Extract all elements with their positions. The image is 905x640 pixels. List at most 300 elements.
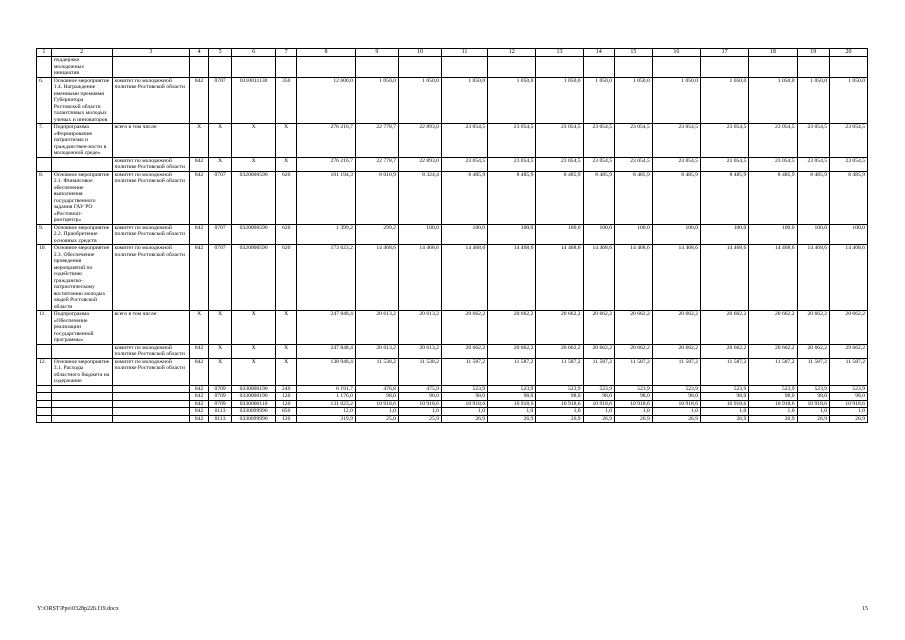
table-cell: 1 050,0	[536, 77, 583, 124]
table-row	[37, 393, 868, 401]
table-cell: 23 054,5	[488, 157, 536, 171]
table-cell: 98,0	[441, 393, 487, 401]
table-cell: Х	[209, 311, 232, 345]
file-path: Y:\ORST\Ppo\0328p226.f19.docx	[37, 606, 119, 612]
table-cell: 101 194,3	[297, 171, 356, 224]
table-cell	[37, 385, 52, 393]
table-cell: Х	[276, 157, 297, 171]
table-cell: 1,0	[797, 408, 830, 416]
table-cell: 523,9	[536, 385, 583, 393]
table-cell: 842	[190, 344, 209, 358]
table-cell: Х	[276, 311, 297, 345]
table-cell	[51, 157, 112, 171]
table-cell: 100,0	[652, 224, 700, 245]
table-cell: 11 538,2	[398, 358, 441, 385]
table-cell	[51, 344, 112, 358]
table-cell: 1,0	[355, 408, 398, 416]
table-cell: 842	[190, 171, 209, 224]
table-cell: 1,0	[701, 408, 749, 416]
table-cell: 8 485,9	[536, 171, 583, 224]
table-cell: 1,0	[398, 408, 441, 416]
table-cell: 11 587,2	[652, 358, 700, 385]
table-cell: 1 050,0	[615, 77, 653, 124]
table-cell: Х	[209, 124, 232, 158]
table-cell: 20 662,2	[701, 311, 749, 345]
table-cell: Х	[232, 311, 276, 345]
table-cell: 10 918,6	[615, 400, 653, 408]
table-cell: 12 600,0	[297, 77, 356, 124]
table-cell: 1 050,0	[398, 77, 441, 124]
table-cell	[112, 400, 190, 408]
table-cell: 842	[190, 245, 209, 311]
table-cell: 523,9	[749, 385, 797, 393]
table-cell: 131 023,2	[297, 400, 356, 408]
table-cell: 20 662,2	[441, 311, 487, 345]
table-cell: 20 613,2	[355, 311, 398, 345]
table-cell: комитет по молодежной политике Ростовской области	[112, 171, 190, 224]
table-cell: Х	[190, 311, 209, 345]
table-cell: 23 054,5	[797, 124, 830, 158]
header-cell: 11	[441, 49, 487, 57]
table-cell: 299,2	[355, 224, 398, 245]
table-cell	[398, 57, 441, 78]
table-cell: 100,0	[797, 224, 830, 245]
table-cell: 475,9	[398, 385, 441, 393]
table-cell: Х	[276, 124, 297, 158]
table-cell	[112, 385, 190, 393]
table-cell: Подпрограмма «Обеспечение реализации государственной программы»	[51, 311, 112, 345]
header-cell: 1	[37, 49, 52, 57]
table-cell: 10 918,6	[398, 400, 441, 408]
table-cell: 10 918,6	[797, 400, 830, 408]
table-cell: 20 662,2	[701, 344, 749, 358]
table-cell: 98,0	[536, 393, 583, 401]
table-cell: 8 485,9	[797, 171, 830, 224]
table-cell: 523,9	[701, 385, 749, 393]
table-cell: 98,0	[797, 393, 830, 401]
table-cell	[37, 57, 52, 78]
table-cell: 1,0	[652, 408, 700, 416]
table-cell: 319,9	[297, 415, 356, 423]
table-cell: 523,9	[488, 385, 536, 393]
table-cell: комитет по молодежной политике Ростовской области	[112, 245, 190, 311]
budget-table	[36, 48, 868, 423]
table-cell: 20 613,2	[398, 344, 441, 358]
table-cell: Х	[232, 344, 276, 358]
table-cell: 0320000590	[232, 245, 276, 311]
table-cell	[37, 415, 52, 423]
table-cell: Х	[232, 124, 276, 158]
table-cell: 1,0	[488, 408, 536, 416]
table-cell: 14 468,6	[749, 245, 797, 311]
table-cell: 14 468,6	[583, 245, 614, 311]
table-cell: 14 468,6	[701, 245, 749, 311]
table-cell: 842	[190, 415, 209, 423]
table-cell: 23 054,5	[652, 157, 700, 171]
table-cell: 842	[190, 77, 209, 124]
table-cell	[37, 157, 52, 171]
table-cell: 100,0	[701, 224, 749, 245]
table-cell: 850	[276, 408, 297, 416]
table-cell: 842	[190, 385, 209, 393]
table-cell: 100,0	[398, 224, 441, 245]
table-cell	[51, 415, 112, 423]
table-cell: 23 054,5	[701, 124, 749, 158]
table-cell: 11 587,2	[797, 358, 830, 385]
table-cell	[797, 57, 830, 78]
table-cell: 0330099990	[232, 408, 276, 416]
table-cell: 6 191,7	[297, 385, 356, 393]
table-cell: 8 485,9	[615, 171, 653, 224]
header-cell: 19	[797, 49, 830, 57]
table-cell	[51, 385, 112, 393]
table-cell: 26,9	[701, 415, 749, 423]
table-cell	[112, 57, 190, 78]
table-cell: 20 662,2	[615, 311, 653, 345]
table-cell: 10 918,6	[830, 400, 868, 408]
table-cell: 476,8	[355, 385, 398, 393]
table-cell: 23 054,5	[441, 124, 487, 158]
table-cell: 98,0	[701, 393, 749, 401]
table-row	[37, 171, 868, 224]
header-cell: 7	[276, 49, 297, 57]
table-cell: Х	[276, 358, 297, 385]
table-cell: 22 893,0	[398, 124, 441, 158]
table-cell: 100,0	[749, 224, 797, 245]
table-cell: 100,0	[441, 224, 487, 245]
table-cell: 8 485,9	[488, 171, 536, 224]
table-cell: 26,9	[536, 415, 583, 423]
table-cell: 20 662,2	[583, 344, 614, 358]
table-row	[37, 385, 868, 393]
table-cell: 0330000110	[232, 400, 276, 408]
table-row	[37, 311, 868, 345]
table-cell	[488, 57, 536, 78]
table-cell: 11 587,2	[615, 358, 653, 385]
table-cell: Х	[190, 124, 209, 158]
table-header-row	[37, 49, 868, 57]
table-row	[37, 157, 868, 171]
table-cell: 14 468,6	[355, 245, 398, 311]
table-cell: 11 587,2	[536, 358, 583, 385]
table-cell: 11 538,2	[355, 358, 398, 385]
table-cell: 14 468,6	[488, 245, 536, 311]
table-cell: 26,9	[652, 415, 700, 423]
table-cell: 7.	[37, 124, 52, 158]
table-cell: 1 050,0	[830, 77, 868, 124]
header-cell: 8	[297, 49, 356, 57]
table-cell: 20 662,2	[830, 311, 868, 345]
table-cell: 0707	[209, 224, 232, 245]
table-cell: 1 176,0	[297, 393, 356, 401]
table-cell	[37, 408, 52, 416]
table-cell: Основное мероприятие 1.4. Награждение именными премиями Губернатора Ростовской области талантливых молодых ученых и инноваторов	[51, 77, 112, 124]
table-cell: 8 010,9	[355, 171, 398, 224]
table-cell: 23 054,5	[830, 157, 868, 171]
table-cell: 1 050,0	[701, 77, 749, 124]
table-cell: 8.	[37, 171, 52, 224]
header-cell: 4	[190, 49, 209, 57]
table-cell: 12,0	[297, 408, 356, 416]
table-cell: 10 918,6	[701, 400, 749, 408]
header-cell: 12	[488, 49, 536, 57]
table-cell: 10 918,6	[488, 400, 536, 408]
table-cell: 23 054,5	[749, 124, 797, 158]
table-cell	[232, 57, 276, 78]
table-cell: 1,0	[749, 408, 797, 416]
table-cell: Х	[232, 358, 276, 385]
table-cell: комитет по молодежной политике Ростовской области	[112, 358, 190, 385]
table-cell: 23 054,5	[701, 157, 749, 171]
table-cell: 1,0	[536, 408, 583, 416]
table-cell: 14 468,6	[652, 245, 700, 311]
table-cell: 240	[276, 385, 297, 393]
table-cell: 842	[190, 157, 209, 171]
table-cell: 14 468,6	[398, 245, 441, 311]
table-cell: 14 468,6	[797, 245, 830, 311]
table-cell: 26,9	[797, 415, 830, 423]
table-cell: 8 485,9	[830, 171, 868, 224]
header-cell: 14	[583, 49, 614, 57]
table-cell: 247 848,4	[297, 344, 356, 358]
table-cell: 22 893,0	[398, 157, 441, 171]
table-cell: 98,0	[749, 393, 797, 401]
table-cell	[112, 415, 190, 423]
table-cell: 26,9	[749, 415, 797, 423]
table-cell: 1 050,0	[355, 77, 398, 124]
table-cell: 1,0	[441, 408, 487, 416]
table-cell: 22 778,7	[355, 157, 398, 171]
table-cell: 98,0	[615, 393, 653, 401]
table-cell: 0113	[209, 408, 232, 416]
table-cell: 0330099990	[232, 415, 276, 423]
table-cell	[652, 57, 700, 78]
table-cell: 20 662,2	[797, 344, 830, 358]
table-cell: 100,0	[830, 224, 868, 245]
table-cell: 14 468,6	[441, 245, 487, 311]
table-cell: Х	[276, 344, 297, 358]
table-cell: 620	[276, 245, 297, 311]
table-cell: 120	[276, 393, 297, 401]
table-cell: всего в том числе:	[112, 124, 190, 158]
table-cell: Х	[209, 358, 232, 385]
header-cell: 13	[536, 49, 583, 57]
header-cell: 6	[232, 49, 276, 57]
table-cell: 8 485,9	[583, 171, 614, 224]
table-cell: 11 587,2	[583, 358, 614, 385]
table-cell: 11 587,2	[488, 358, 536, 385]
header-cell: 18	[749, 49, 797, 57]
table-cell: 1,0	[830, 408, 868, 416]
table-cell: комитет по молодежной политике Ростовской области	[112, 224, 190, 245]
table-cell: 26,9	[441, 415, 487, 423]
table-cell: 23 054,5	[615, 157, 653, 171]
table-cell: 20 662,2	[749, 344, 797, 358]
table-cell: 247 848,4	[297, 311, 356, 345]
table-cell: 11.	[37, 311, 52, 345]
table-row	[37, 245, 868, 311]
table-cell: 11 587,2	[749, 358, 797, 385]
table-cell: 98,0	[355, 393, 398, 401]
table-cell: 100,0	[536, 224, 583, 245]
table-cell: поддержке молодежных инициатив	[51, 57, 112, 78]
table-cell	[536, 57, 583, 78]
table-cell: 0320000590	[232, 224, 276, 245]
table-cell: 0113	[209, 415, 232, 423]
table-cell: 523,9	[441, 385, 487, 393]
table-cell: 23 054,5	[536, 157, 583, 171]
header-cell: 20	[830, 49, 868, 57]
table-row	[37, 400, 868, 408]
table-cell: всего в том числе:	[112, 311, 190, 345]
table-cell	[112, 408, 190, 416]
table-cell: 0709	[209, 400, 232, 408]
table-cell: 22 778,7	[355, 124, 398, 158]
table-cell: 23 054,5	[652, 124, 700, 158]
table-cell: 20 662,2	[488, 344, 536, 358]
table-cell: 10 918,6	[441, 400, 487, 408]
table-cell: 14 468,6	[536, 245, 583, 311]
table-cell: 10 918,6	[355, 400, 398, 408]
table-cell: Х	[209, 157, 232, 171]
table-row	[37, 408, 868, 416]
table-cell: 29 662,2	[830, 344, 868, 358]
table-cell	[209, 57, 232, 78]
table-cell: 23 054,5	[441, 157, 487, 171]
table-cell: 20 662,2	[797, 311, 830, 345]
table-cell: 25,9	[398, 415, 441, 423]
table-cell: 8 485,9	[701, 171, 749, 224]
table-cell: 173 623,2	[297, 245, 356, 311]
table-cell: 9.	[37, 224, 52, 245]
table-cell: 842	[190, 400, 209, 408]
table-row	[37, 344, 868, 358]
table-row	[37, 358, 868, 385]
table-cell: 0707	[209, 245, 232, 311]
table-cell: 0330000190	[232, 393, 276, 401]
table-cell	[830, 57, 868, 78]
table-cell: Х	[209, 344, 232, 358]
table-cell: комитет по молодежной политике Ростовской области	[112, 77, 190, 124]
table-cell: 14 468,6	[830, 245, 868, 311]
table-cell: комитет по молодежной политике Ростовской области	[112, 157, 190, 171]
table-cell: 0330000190	[232, 385, 276, 393]
table-cell	[51, 393, 112, 401]
table-cell: 10 918,6	[652, 400, 700, 408]
table-cell: 26,9	[583, 415, 614, 423]
table-cell: Подпрограмма «Формирование патриотизма и гражданствен-ности в молодежной среде»	[51, 124, 112, 158]
table-cell: 1 050,0	[749, 77, 797, 124]
table-cell	[37, 400, 52, 408]
table-cell: 100,0	[615, 224, 653, 245]
table-cell	[37, 344, 52, 358]
table-cell: 1,0	[615, 408, 653, 416]
table-cell: 0310011130	[232, 77, 276, 124]
table-cell: 98,0	[652, 393, 700, 401]
table-cell: 620	[276, 171, 297, 224]
table-row	[37, 77, 868, 124]
table-cell: 20 613,2	[398, 311, 441, 345]
table-cell: 1 050,0	[441, 77, 487, 124]
table-cell: 0707	[209, 171, 232, 224]
table-cell: 20 662,2	[652, 344, 700, 358]
table-cell	[276, 57, 297, 78]
header-cell: 3	[112, 49, 190, 57]
table-cell: 350	[276, 77, 297, 124]
table-cell: 98,0	[488, 393, 536, 401]
table-cell: 23 054,5	[488, 124, 536, 158]
table-row	[37, 124, 868, 158]
table-cell: 138 948,4	[297, 358, 356, 385]
table-cell	[615, 57, 653, 78]
table-cell: 20 662,2	[615, 344, 653, 358]
table-cell: 523,9	[583, 385, 614, 393]
table-cell: 10 918,6	[583, 400, 614, 408]
table-cell: 98,0	[583, 393, 614, 401]
table-cell: 10 918,6	[536, 400, 583, 408]
table-cell: 26,9	[830, 415, 868, 423]
table-cell: 1 050,0	[583, 77, 614, 124]
table-cell: 26,9	[488, 415, 536, 423]
table-cell: 842	[190, 393, 209, 401]
table-cell: 1 399,2	[297, 224, 356, 245]
table-cell: 23 054,5	[583, 157, 614, 171]
table-cell: 10.	[37, 245, 52, 311]
table-row	[37, 57, 868, 78]
table-cell: 100,0	[488, 224, 536, 245]
table-cell: 523,9	[797, 385, 830, 393]
table-cell	[583, 57, 614, 78]
table-cell	[37, 393, 52, 401]
header-cell: 5	[209, 49, 232, 57]
table-cell: 14 468,6	[615, 245, 653, 311]
table-cell	[51, 400, 112, 408]
table-cell: 20 662,2	[536, 311, 583, 345]
table-cell: 11 587,2	[701, 358, 749, 385]
table-cell: 98,0	[398, 393, 441, 401]
table-cell: 100,0	[583, 224, 614, 245]
table-cell: 25,0	[355, 415, 398, 423]
header-cell: 17	[701, 49, 749, 57]
table-cell: 1,0	[583, 408, 614, 416]
table-cell: 23 054,5	[797, 157, 830, 171]
table-cell: 11 587,2	[441, 358, 487, 385]
table-cell: 20 662,2	[488, 311, 536, 345]
table-cell: Основное мероприятие 2.2. Приобретение основных средств	[51, 224, 112, 245]
table-cell: Основное мероприятие 2.3. Обеспечение проведения мероприятий по содействию гражданско-патриотическому воспитанию молодых людей Ростовской области	[51, 245, 112, 311]
table-cell: комитет по молодежной политике Ростовской области	[112, 344, 190, 358]
table-cell	[355, 57, 398, 78]
table-cell: 276 216,7	[297, 124, 356, 158]
table-cell: Х	[232, 157, 276, 171]
table-cell: 8 485,9	[749, 171, 797, 224]
table-cell: 20 662,2	[583, 311, 614, 345]
table-cell: 98,0	[830, 393, 868, 401]
table-cell	[51, 408, 112, 416]
table-cell: 523,9	[652, 385, 700, 393]
table-cell: 12.	[37, 358, 52, 385]
table-cell: 20 662,2	[749, 311, 797, 345]
table-cell: 10 918,6	[749, 400, 797, 408]
header-cell: 9	[355, 49, 398, 57]
table-cell: 23 054,5	[749, 157, 797, 171]
table-cell: 20 662,2	[536, 344, 583, 358]
table-cell: 23 054,5	[536, 124, 583, 158]
table-cell: 523,9	[830, 385, 868, 393]
table-cell: 26,9	[615, 415, 653, 423]
table-cell: 8 485,9	[441, 171, 487, 224]
table-cell: 8 324,4	[398, 171, 441, 224]
